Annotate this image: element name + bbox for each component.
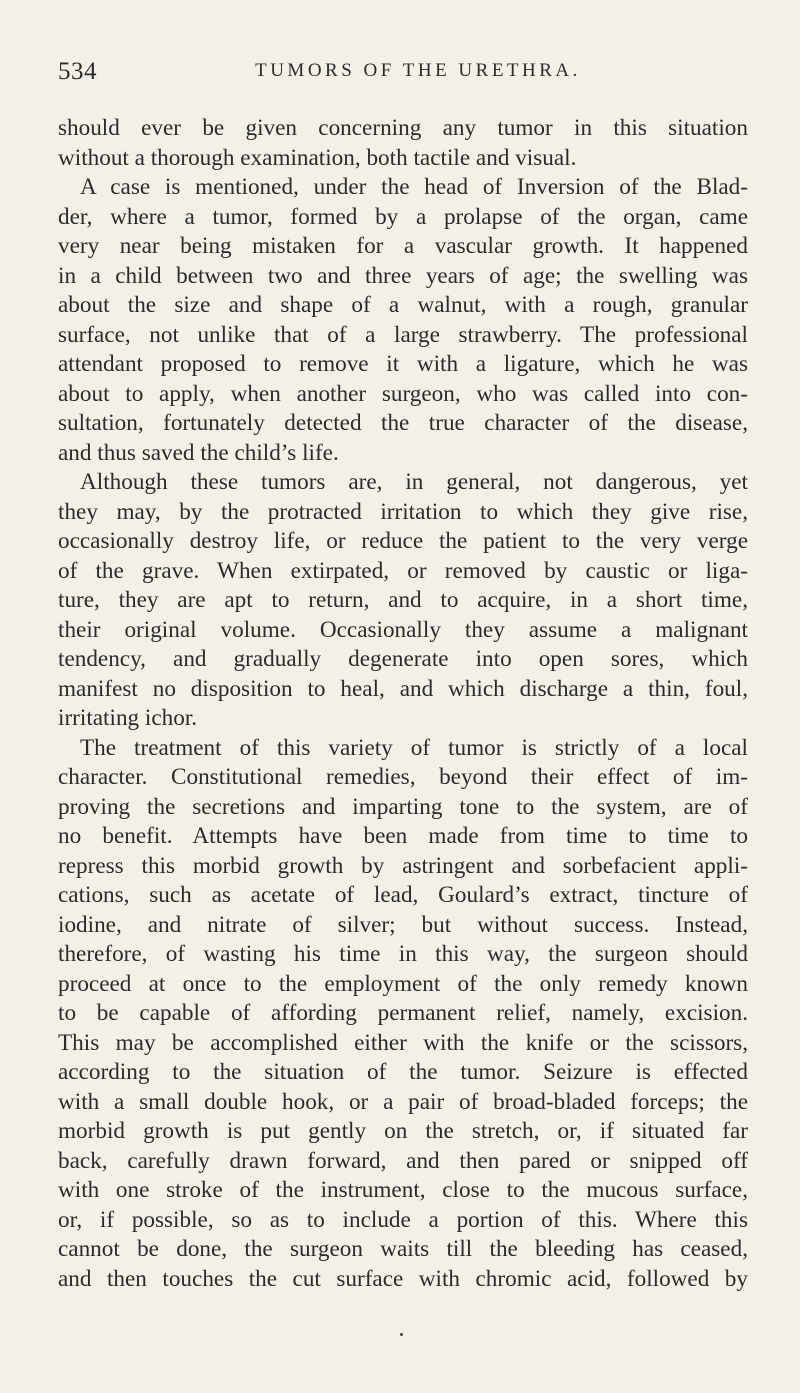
text-line: and then touches the cut surface with chromic acid, followed by	[58, 1265, 748, 1292]
text-line: ture, they are apt to return, and to acquire, in a short time,	[58, 587, 748, 613]
text-line: in a child between two and three years of age; the swelling was	[58, 262, 748, 289]
text-line: back, carefully drawn forward, and then pared or snipped off	[58, 1147, 748, 1174]
text-line: their original volume. Occasionally they assume a malignant	[58, 616, 748, 643]
text-line: character. Constitutional remedies, beyond their effect of im-	[58, 764, 748, 790]
text-line: cations, such as acetate of lead, Goulard’s extract, tincture of	[58, 882, 748, 908]
text-line: manifest no disposition to heal, and which discharge a thin, foul,	[58, 675, 748, 702]
text-line: should ever be given concerning any tumor in this situation	[58, 115, 748, 141]
text-line: very near being mistaken for a vascular growth. It happened	[58, 233, 748, 259]
text-line: about the size and shape of a walnut, with a rough, granular	[58, 292, 748, 318]
text-line: repress this morbid growth by astringent and sorbefacient appli-	[58, 852, 748, 879]
print-speck	[400, 1333, 403, 1336]
text-line: cannot be done, the surgeon waits till the bleeding has ceased,	[58, 1236, 748, 1262]
text-line: der, where a tumor, formed by a prolapse of the organ, came	[58, 203, 748, 230]
text-line: with a small double hook, or a pair of broad-bladed forceps; the	[58, 1088, 748, 1115]
running-head: TUMORS OF THE URETHRA.	[255, 60, 581, 81]
text-line: about to apply, when another surgeon, who was called into con-	[58, 380, 748, 407]
text-line: to be capable of affording permanent relief, namely, excision.	[58, 1000, 748, 1026]
text-line: proceed at once to the employment of the only remedy known	[58, 970, 748, 997]
body-text	[58, 114, 748, 1294]
text-line: attendant proposed to remove it with a ligature, which he was	[58, 351, 748, 377]
text-line: and thus saved the child’s life.	[58, 439, 339, 466]
text-line: sultation, fortunately detected the true character of the disease,	[58, 410, 748, 436]
text-line: with one stroke of the instrument, close to the mucous surface,	[58, 1177, 748, 1203]
text-line: iodine, and nitrate of silver; but without success. Instead,	[58, 911, 748, 938]
text-line: occasionally destroy life, or reduce the patient to the very verge	[58, 528, 748, 554]
text-line: surface, not unlike that of a large strawberry. The professional	[58, 321, 748, 348]
text-line: The treatment of this variety of tumor is strictly of a local	[80, 734, 748, 761]
text-line: or, if possible, so as to include a portion of this. Where this	[58, 1206, 748, 1233]
text-line: A case is mentioned, under the head of Inversion of the Blad-	[80, 174, 748, 200]
page-header	[58, 58, 748, 98]
page-number: 534	[58, 58, 97, 85]
text-line: therefore, of wasting his time in this way, the surgeon should	[58, 941, 748, 967]
text-line: tendency, and gradually degenerate into open sores, which	[58, 646, 748, 672]
text-line: This may be accomplished either with the knife or the scissors,	[58, 1029, 748, 1056]
text-line: no benefit. Attempts have been made from time to time to	[58, 823, 748, 849]
text-line: they may, by the protracted irritation to which they give rise,	[58, 498, 748, 525]
text-line: irritating ichor.	[58, 705, 198, 731]
text-line: without a thorough examination, both tactile and visual.	[58, 144, 577, 171]
text-line: proving the secretions and imparting tone to the system, are of	[58, 793, 748, 820]
text-line: morbid growth is put gently on the stretch, or, if situated far	[58, 1118, 748, 1144]
text-line: Although these tumors are, in general, not dangerous, yet	[80, 469, 748, 495]
text-line: of the grave. When extirpated, or removed by caustic or liga-	[58, 557, 748, 584]
text-line: according to the situation of the tumor. Seizure is effected	[58, 1059, 748, 1085]
